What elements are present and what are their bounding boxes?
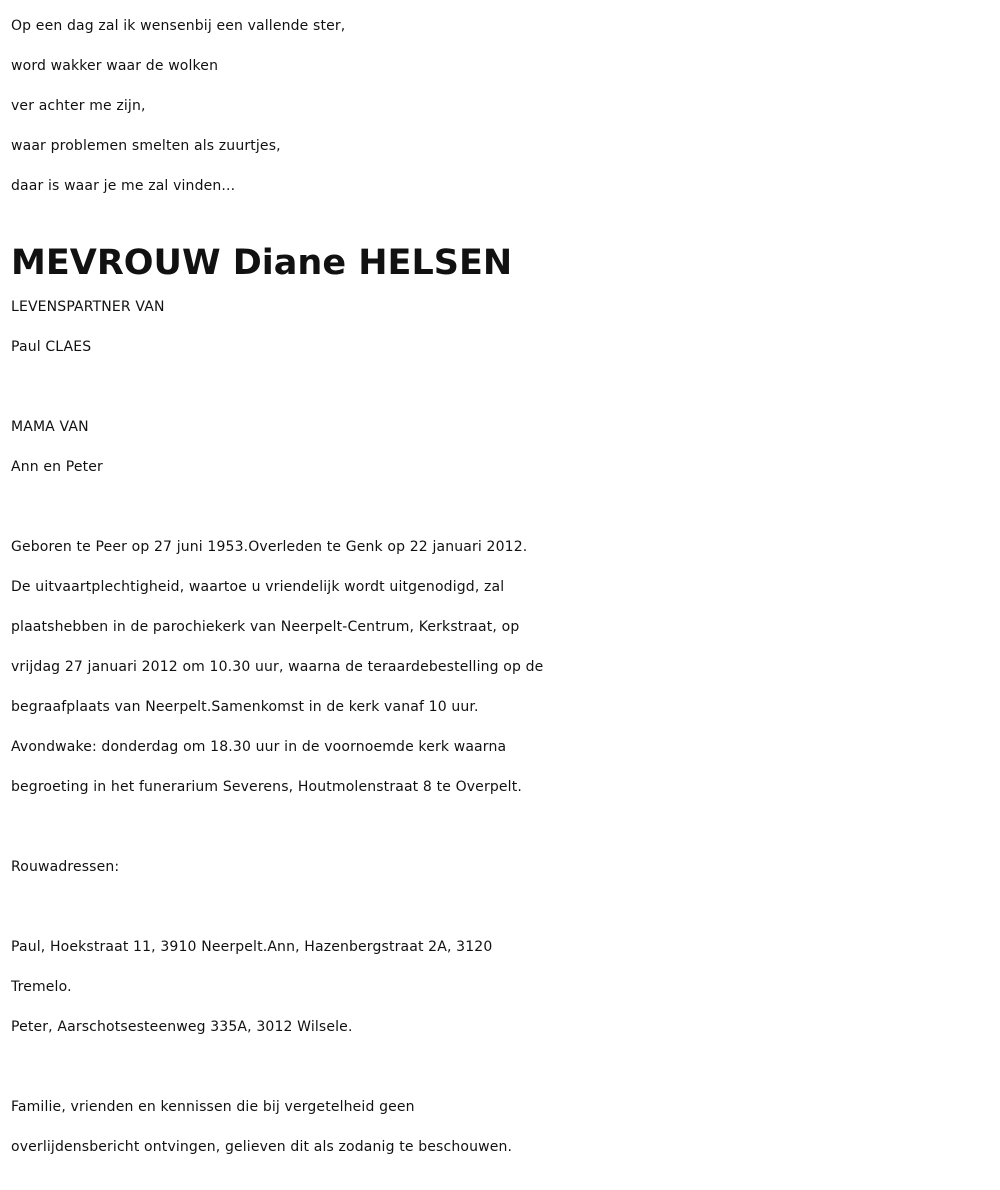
closing-note [11, 1087, 996, 1167]
details-line: vrijdag 27 januari 2012 om 10.30 uur, waarna de teraardebestelling op de [11, 659, 544, 675]
details-line: De uitvaartplechtigheid, waartoe u vriendelijk wordt uitgenodigd, zal [11, 579, 505, 595]
address-line: Peter, Aarschotsesteenweg 335A, 3012 Wilsele. [11, 1019, 353, 1035]
poem [11, 6, 996, 206]
obituary-document [11, 6, 996, 1167]
poem-line: daar is waar je me zal vinden... [11, 178, 236, 194]
poem-line: waar problemen smelten als zuurtjes, [11, 138, 281, 154]
mother-label: MAMA VAN [11, 419, 89, 435]
addresses-heading: Rouwadressen: [11, 859, 120, 875]
poem-line: word wakker waar de wolken [11, 58, 219, 74]
deceased-name: MEVROUW Diane HELSEN [11, 243, 513, 283]
details-line: Avondwake: donderdag om 18.30 uur in de voornoemde kerk waarna [11, 739, 507, 755]
mother-section [11, 407, 996, 487]
funeral-details [11, 527, 996, 807]
children-names: Ann en Peter [11, 459, 103, 475]
partner-section [11, 287, 996, 367]
poem-line: ver achter me zijn, [11, 98, 146, 114]
partner-label: LEVENSPARTNER VAN [11, 299, 165, 315]
partner-name: Paul CLAES [11, 339, 92, 355]
details-line: Geboren te Peer op 27 juni 1953.Overleden te Genk op 22 januari 2012. [11, 539, 528, 555]
details-line: plaatshebben in de parochiekerk van Neerpelt-Centrum, Kerkstraat, op [11, 619, 520, 635]
mourning-addresses [11, 927, 996, 1047]
details-line: begroeting in het funerarium Severens, Houtmolenstraat 8 te Overpelt. [11, 779, 522, 795]
address-line: Tremelo. [11, 979, 72, 995]
address-line: Paul, Hoekstraat 11, 3910 Neerpelt.Ann, Hazenbergstraat 2A, 3120 [11, 939, 493, 955]
closing-line: Familie, vrienden en kennissen die bij vergetelheid geen [11, 1099, 415, 1115]
closing-line: overlijdensbericht ontvingen, gelieven dit als zodanig te beschouwen. [11, 1139, 513, 1155]
poem-line: Op een dag zal ik wensenbij een vallende ster, [11, 18, 346, 34]
details-line: begraafplaats van Neerpelt.Samenkomst in de kerk vanaf 10 uur. [11, 699, 479, 715]
